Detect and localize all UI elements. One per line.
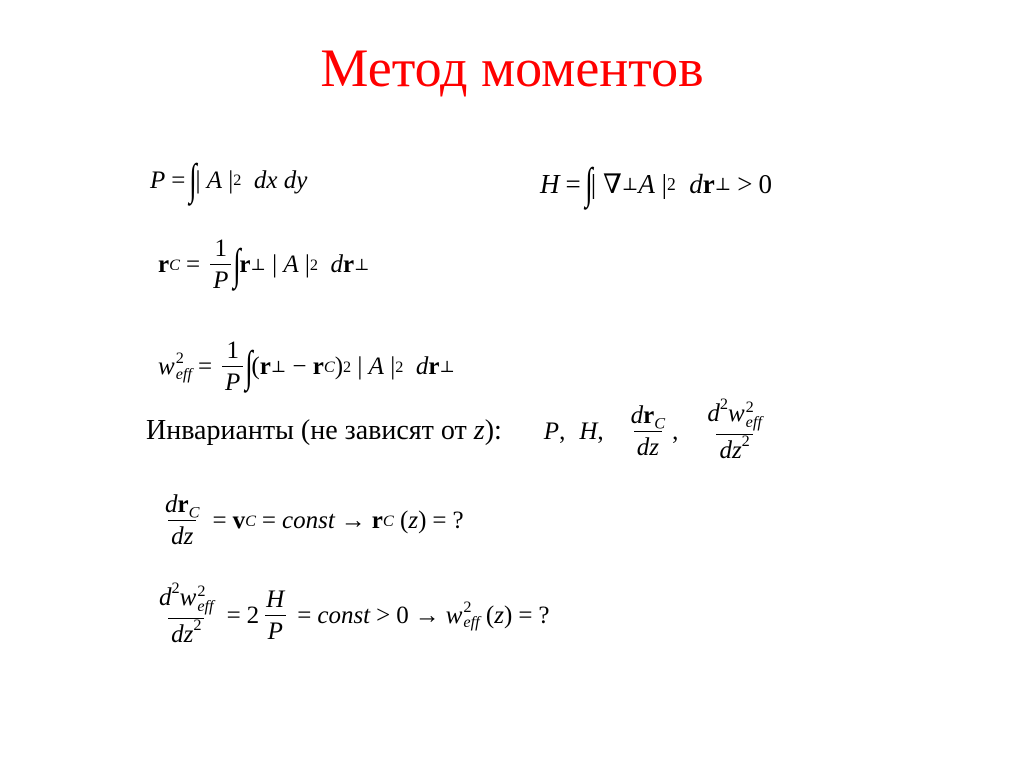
- invariants-line: Инварианты (не зависят от z): P, H, $\frac{dr_C}{dz}$ , $d^2w$ 2 eff $dz^2$: [146, 394, 762, 464]
- invariants-close: ):: [484, 415, 502, 447]
- invariants-variable: z: [473, 415, 485, 447]
- slide-title: Метод моментов: [320, 38, 704, 98]
- equation-centroid: r C = $\frac{1}{P}$ ∫ r ⊥ | A | 2 d r ⊥: [158, 235, 370, 294]
- equation-effective-width: w 2 eff = $\frac{1}{P}$ ∫ ( r ⊥ − r C ) 2 | A | 2 d r ⊥: [158, 337, 455, 396]
- equation-power: P = ∫ | A | 2 dx dy: [150, 155, 308, 204]
- equation-centroid-motion: $\frac{dr_C}{dz}$ = v C = const → r C ( z ) = ?: [165, 491, 464, 550]
- equation-width-evolution: $d^2w$ 2 eff $dz^2$ = 2 $\frac{H}{P}$ = const > 0 → w 2 eff ( z ) = ?: [159, 578, 550, 648]
- invariants-label: Инварианты (не зависят от: [146, 415, 474, 447]
- equation-hamiltonian: H = ∫ | ∇ ⊥ A | 2 d r ⊥ > 0: [540, 159, 772, 208]
